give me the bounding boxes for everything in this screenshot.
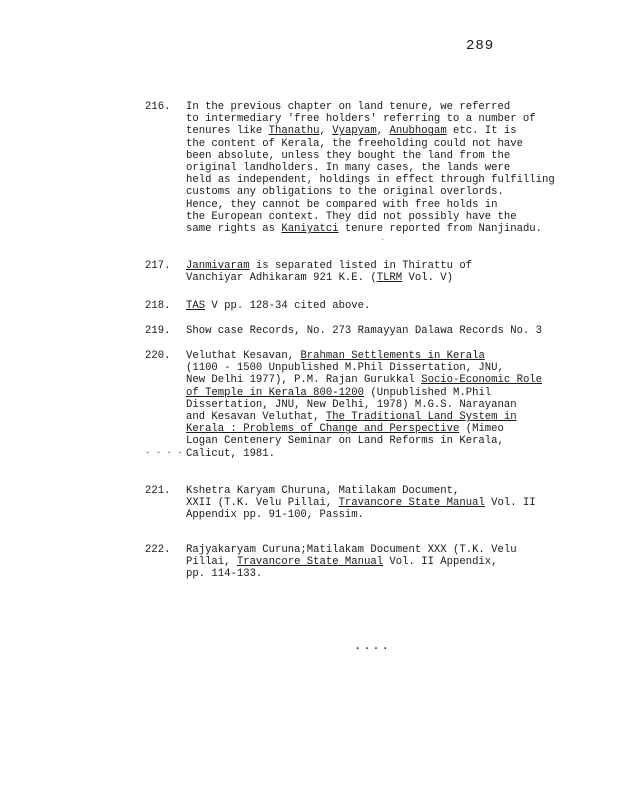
text-segment: is separated listed in Thirattu of Vanchiyar Adhikaram 921 K.E. ( (186, 260, 473, 285)
footnote-222 (145, 544, 615, 581)
text-segment: Vol. V) (402, 272, 454, 285)
footnote-body (186, 101, 615, 235)
footnote-number: 219. (145, 325, 171, 337)
footnote-number: 218. (145, 300, 171, 312)
text-segment: Kshetra Karyam Churuna, Matilakam Document, XXII (T.K. Velu Pillai, (186, 485, 460, 510)
footnote-number: 222. (145, 544, 171, 556)
underlined-text: TLRM (376, 272, 403, 285)
footnote-218 (145, 300, 615, 312)
underlined-text: Anubhogam (389, 125, 447, 138)
underlined-text: Socio-Economic Role of Temple in Kerala 800-1200 (186, 374, 543, 399)
text-segment: In the previous chapter on land tenure, we referred to intermediary 'free holders' referring to a number of tenures like (186, 101, 536, 138)
footnote-221 (145, 485, 615, 522)
text-segment: tenure reported from Nanjinadu. (338, 223, 543, 236)
footnote-number: 220. (145, 350, 171, 362)
underlined-text: Travancore State Manual (236, 556, 384, 569)
text-segment: (1100 - 1500 Unpublished M.Phil Dissertation, JNU, New Delhi 1977), P.M. Rajan Gurukkal (186, 362, 504, 387)
footnote-number: 221. (145, 485, 171, 497)
ellipsis-mark: .... (354, 639, 391, 653)
text-segment: , (319, 125, 333, 138)
footnote-219 (145, 325, 615, 337)
underlined-text: The Traditional Land System in Kerala : Problems of Change and Perspective (186, 411, 517, 436)
margin-mark: - - - - (145, 448, 183, 458)
text-segment: Vol. II Appendix, pp. 114-133. (186, 556, 498, 581)
underlined-text: TAS (186, 300, 206, 312)
text-segment: (Unpublished M.Phil Dissertation, JNU, New Delhi, 1978) M.G.S. Narayanan and Kesavan Veluthat, (186, 386, 517, 424)
footnote-217 (145, 260, 615, 284)
footnote-number: 216. (145, 101, 171, 113)
underlined-text: Kaniyatci (281, 223, 339, 236)
footnote-body (186, 544, 615, 581)
footnote-body (186, 350, 615, 460)
footnote-number: 217. (145, 260, 171, 272)
footnote-body (186, 300, 615, 312)
text-segment: V pp. 128-34 cited above. (205, 300, 371, 312)
text-segment: etc. It is the content of Kerala, the freeholding could not have been absolute, unless they bought the land from the original landholders. In many cases, the lands were held as independent, holdings in effect through fulfilling customs any obligations to the original overlords. Hence, they cannot be compared with free holds in the European context. They did not possibly have the same rights as (186, 125, 555, 236)
text-segment: (Mimeo Logan Centenery Seminar on Land Reforms in Kerala, Calicut, 1981. (186, 423, 504, 460)
footnote-220 (145, 350, 615, 460)
page-number: 289 (466, 38, 495, 54)
text-segment: Veluthat Kesavan, (186, 350, 301, 362)
tick-mark: ` (380, 239, 385, 248)
footnote-body (186, 485, 615, 522)
underlined-text: Travancore State Manual (338, 497, 485, 510)
underlined-text: Janmivaram (186, 260, 250, 272)
footnote-body (186, 260, 615, 284)
footnote-body (186, 325, 615, 337)
text-segment: Vol. II Appendix pp. 91-100, Passim. (186, 497, 536, 522)
underlined-text: Brahman Settlements in Kerala (300, 350, 485, 362)
text-segment: Show case Records, No. 273 Ramayyan Dalawa Records No. 3 (186, 325, 543, 337)
text-segment: Rajyakaryam Curuna;Matilakam Document XXX (T.K. Velu Pillai, (186, 544, 517, 569)
underlined-text: Vyapyam (332, 125, 377, 138)
underlined-text: Thanathu (268, 125, 320, 138)
footnote-216 (145, 101, 615, 235)
text-segment: , (376, 125, 390, 138)
